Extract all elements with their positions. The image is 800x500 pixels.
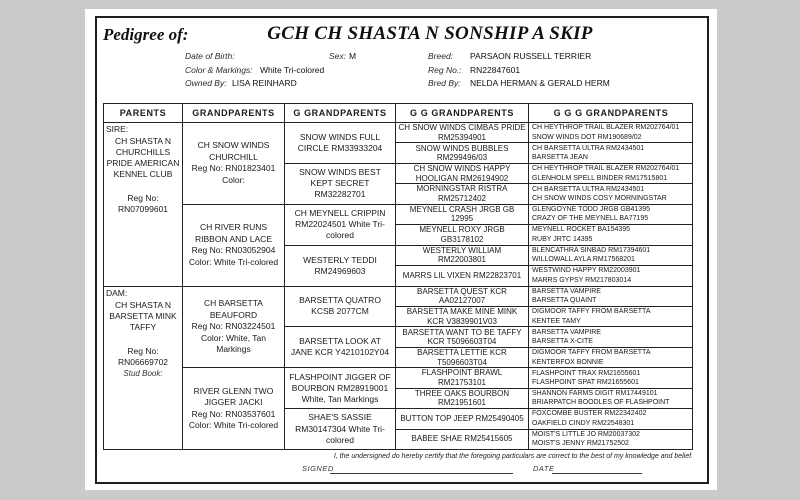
ggg-grandparent-sire-name: WESTWIND HAPPY RM22003901 [532,267,641,275]
dam-cell [104,287,182,450]
color-markings-value: White Tri-colored [260,65,325,75]
ggg-grandparent-cell [529,409,693,429]
sire-cell [104,123,182,287]
ggg-grandparent-cell [529,430,693,449]
gg-grandparent-cell [396,409,528,429]
gg-grandparent-cell [396,225,528,245]
g-grandparent-cell [285,368,395,409]
ggg-grandparent-cell [529,389,693,409]
ggg-grandparent-dam-name: OAKFIELD CINDY RM22548301 [532,419,635,427]
ggg-grandparent-sire-name: FLASHPOINT TRAX RM21655601 [532,369,641,377]
reg-label: Reg No: [127,345,159,356]
reg-value: RN06669702 [117,356,169,367]
ggg-grandparent-dam-name: MOIST'S JENNY RM21752502 [532,440,629,448]
bred-by-value: NELDA HERMAN & GERALD HERM [470,78,610,88]
breed-value: PARSAON RUSSELL TERRIER [470,51,592,61]
gg-grandparent-cell [396,164,528,184]
ggg-grandparent-cell [529,143,693,163]
ggg-grandparent-dam-name: KENTEE TAMY [532,317,581,325]
gg-grandparent-name: SNOW WINDS BUBBLES RM299496/03 [415,143,509,163]
ggg-grandparent-sire-name: CH HEYTHROP TRAIL BLAZER RM202764/01 [532,124,680,132]
column-header: PARENTS [104,104,182,123]
gg-grandparent-name: THREE OAKS BOURBON RM21951601 [414,388,510,408]
ggg-grandparent-cell [529,225,693,245]
grandparent-reg-no: Reg No: RN03052904 [191,245,276,256]
pedigree-of-label: Pedigree of: [103,25,189,44]
pedigree-table [103,103,693,450]
g-grandparent-name: CH MEYNELL CRIPPIN RM22024501 White Tri-colored [294,208,386,241]
ggg-grandparent-dam-name: RUBY JRTC 14395 [532,235,593,243]
ggg-grandparent-dam-name: GLENHOLM SPELL BINDER RM17515801 [532,174,668,182]
gg-grandparent-cell [396,184,528,204]
ggg-grandparent-sire-name: DIGMOOR TAFFY FROM BARSETTA [532,308,651,316]
ggg-grandparent-sire-name: DIGMOOR TAFFY FROM BARSETTA [532,349,651,357]
ggg-grandparent-sire-name: CH BARSETTA ULTRA RM2434501 [532,185,645,193]
g-grandparent-name: SNOW WINDS BEST KEPT SECRET RM32282701 [299,167,381,200]
reg-no-value: RN22847601 [470,65,521,75]
column-header: G G GRANDPARENTS [396,104,528,123]
ggg-grandparents-column [529,104,693,449]
ggg-grandparent-cell [529,348,693,368]
ggg-grandparent-cell [529,205,693,225]
gg-grandparent-cell [396,389,528,409]
g-grandparent-cell [285,164,395,205]
grandparent-cell [183,205,284,287]
certification-statement: I, the undersigned do hereby certify that the foregoing particulars are correct to the best of my knowledge and belief. [333,453,693,460]
ggg-grandparent-sire-name: BLENCATHRA SINBAD RM17394601 [532,246,651,254]
grandparent-name: RIVER GLENN TWO JIGGER JACKI [193,385,274,408]
g-grandparent-name: WESTERLY TEDDI RM24969603 [303,254,377,276]
gg-grandparent-cell [396,327,528,347]
ggg-grandparent-sire-name: BARSETTA VAMPIRE [532,328,601,336]
column-header: G GRANDPARENTS [285,104,395,123]
owned-by-value: LISA REINHARD [232,78,297,88]
g-grandparent-cell [285,327,395,368]
gg-grandparent-name: FLASHPOINT BRAWL RM21753101 [421,368,503,387]
parents-column [104,104,183,449]
gg-grandparent-name: MORNINGSTAR RISTRA RM25712402 [416,184,508,204]
gg-grandparent-cell [396,368,528,388]
grandparent-cell [183,368,284,449]
signed-signature-line [330,473,513,474]
gg-grandparent-cell [396,205,528,225]
gg-grandparent-name: BABEE SHAE RM25415605 [411,434,513,444]
info-row-1 [97,51,707,63]
date-signature-line [552,473,642,474]
g-grandparent-cell [285,287,395,328]
gg-grandparent-cell [396,266,528,286]
ggg-grandparent-cell [529,327,693,347]
grandparents-column [183,104,285,449]
grandparent-cell [183,287,284,369]
sex-value: M [349,51,357,61]
grandparent-cell [183,123,284,205]
gg-grandparent-cell [396,143,528,163]
ggg-grandparent-sire-name: MEYNELL ROCKET BA154395 [532,226,631,234]
ggg-grandparent-cell [529,266,693,286]
gg-grandparent-name: MARRS LIL VIXEN RM22823701 [402,270,522,280]
g-grandparent-cell [285,123,395,164]
parent-role-label: SIRE: [106,124,129,134]
ggg-grandparent-cell [529,164,693,184]
reg-label: Reg No: [127,193,159,204]
ggg-grandparent-dam-name: BARSETTA JEAN [532,154,588,162]
ggg-grandparent-dam-name: CH SNOW WINDS COSY MORNINGSTAR [532,195,667,203]
ggg-grandparent-cell [529,246,693,266]
gg-grandparent-name: BUTTON TOP JEEP RM25490405 [400,414,524,424]
gg-grandparent-cell [396,348,528,368]
ggg-grandparent-dam-name: KENTERFOX BONNIE [532,358,604,366]
grandparent-name: CH BARSETTA BEAUFORD [204,298,263,320]
ggg-grandparent-dam-name: SNOW WINDS DOT RM190689/02 [532,133,642,141]
owned-by-label: Owned By: [185,78,227,88]
parent-name: CH SHASTA N CHURCHILLS PRIDE AMERICAN KENNEL CLUB [106,136,180,180]
pedigree-document [85,9,717,490]
gg-grandparent-name: BARSETTA WANT TO BE TAFFY KCR T5096603T04 [402,327,522,347]
column-header: GRANDPARENTS [183,104,284,123]
g-grandparents-column [285,104,396,449]
color-markings-label: Color & Markings: [185,65,253,75]
parent-reg-no [106,346,180,368]
gg-grandparent-name: CH SNOW WINDS HAPPY HOOLIGAN RM26194902 [413,164,511,183]
info-row-2 [97,65,707,77]
grandparent-reg-no: Reg No: RN01823401 [191,163,276,174]
parent-role-label: DAM: [106,287,128,298]
grandparent-color: Color: [222,174,245,185]
g-grandparent-cell [285,246,395,287]
bred-by-label: Bred By: [428,78,461,88]
g-grandparent-cell [285,205,395,246]
gg-grandparent-name: MEYNELL CRASH JRGB GB 12995 [409,204,515,224]
gg-grandparent-cell [396,430,528,449]
ggg-grandparent-cell [529,368,693,388]
dog-name-title: GCH CH SHASTA N SONSHIP A SKIP [267,23,593,44]
ggg-grandparent-cell [529,287,693,307]
ggg-grandparent-sire-name: SHANNON FARMS DIGIT RM17449101 [532,389,658,397]
document-border-frame [95,16,709,484]
column-header: G G G GRANDPARENTS [529,104,693,123]
gg-grandparent-name: BARSETTA LETTIE KCR T5096603T04 [417,347,507,367]
g-grandparent-name: BARSETTA QUATRO KCSB 2077CM [299,295,381,317]
ggg-grandparent-dam-name: MARRS GYPSY RM217803014 [532,276,632,284]
ggg-grandparent-sire-name: CH BARSETTA ULTRA RM2434501 [532,144,645,152]
info-row-3 [97,78,707,90]
gg-grandparent-cell [396,287,528,307]
ggg-grandparent-cell [529,123,693,143]
gg-grandparent-name: BARSETTA QUEST KCR AA02127007 [417,286,507,306]
reg-value: RN07099601 [117,204,169,215]
ggg-grandparent-sire-name: CH HEYTHROP TRAIL BLAZER RM202764/01 [532,165,680,173]
gg-grandparent-cell [396,123,528,143]
ggg-grandparent-dam-name: BARSETTA QUAINT [532,297,597,305]
parent-name: CH SHASTA N BARSETTA MINK TAFFY [109,299,177,332]
grandparent-reg-no: Reg No: RN03537601 [191,408,276,419]
ggg-grandparent-dam-name: BRIARPATCH BOODLES OF FLASHPOINT [532,399,670,407]
date-label: DATE [533,464,555,473]
gg-grandparent-name: BARSETTA MAKE MINE MINK KCR V3839901V03 [406,307,518,326]
reg-no-label: Reg No.: [428,65,462,75]
gg-grandparent-name: CH SNOW WINDS CIMBAS PRIDE RM25394901 [398,123,526,142]
grandparent-name: CH RIVER RUNS RIBBON AND LACE [195,222,272,244]
gg-grandparents-column [396,104,529,449]
signed-label: SIGNED [302,464,334,473]
ggg-grandparent-dam-name: WILLOWALL AYLA RM17568201 [532,256,635,264]
ggg-grandparent-dam-name: FLASHPOINT SPAT RM21655601 [532,378,639,386]
grandparent-color: Color: White Tri-colored [188,256,279,267]
g-grandparent-name: FLASHPOINT JIGGER OF BOURBON RM28919001 White, Tan Markings [289,371,391,404]
ggg-grandparent-cell [529,184,693,204]
g-grandparent-cell [285,409,395,449]
date-of-birth-label: Date of Birth: [185,51,235,61]
grandparent-color: Color: White Tri-colored [188,420,279,431]
grandparent-reg-no: Reg No: RN03224501 [191,321,276,332]
grandparent-name: CH SNOW WINDS CHURCHILL [197,140,270,162]
breed-label: Breed: [428,51,454,61]
gg-grandparent-cell [396,307,528,327]
ggg-grandparent-cell [529,307,693,327]
ggg-grandparent-sire-name: MOIST'S LITTLE JO RM20037302 [532,430,640,438]
parent-reg-no [106,193,180,215]
stud-book-label: Stud Book: [123,368,163,378]
grandparent-color: Color: White, Tan Markings [200,332,267,355]
ggg-grandparent-sire-name: BARSETTA VAMPIRE [532,287,601,295]
g-grandparent-name: BARSETTA LOOK AT JANE KCR Y4210102Y04 [290,336,390,358]
ggg-grandparent-sire-name: GLENGOYNE TODD JRGB GB41395 [532,206,651,214]
gg-grandparent-cell [396,246,528,266]
gg-grandparent-name: MEYNELL ROXY JRGB GB3178102 [419,225,505,244]
ggg-grandparent-dam-name: BARSETTA X-CITE [532,338,593,346]
g-grandparent-name: SHAE'S SASSIE RM30147304 White Tri-colored [295,412,385,445]
g-grandparent-name: SNOW WINDS FULL CIRCLE RM33933204 [297,131,383,153]
ggg-grandparent-dam-name: CRAZY OF THE MEYNELL BA77195 [532,215,649,223]
gg-grandparent-name: WESTERLY WILLIAM RM22003801 [422,245,502,265]
sex-label: Sex: [329,51,347,61]
ggg-grandparent-sire-name: FOXCOMBE BUSTER RM22342402 [532,410,647,418]
